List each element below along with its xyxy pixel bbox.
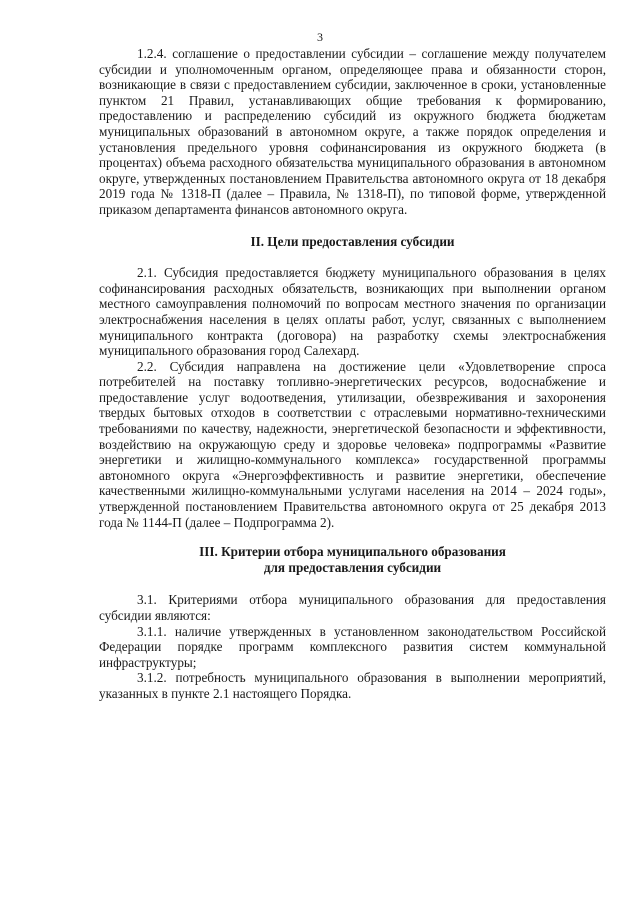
paragraph-3-1: 3.1. Критериями отбора муниципального образования для предоставления субсидии являются: (99, 592, 606, 623)
section-3-heading-line-1: III. Критерии отбора муниципального образования (199, 544, 506, 560)
section-3-heading-line-2: для предоставления субсидии (263, 559, 442, 575)
paragraph-2-1: 2.1. Субсидия предоставляется бюджету муниципального образования в целях софинансирования расходных обязательств, возникающих при выполнении органом местного самоуправления полномочий по вопросам местного значения по организации электроснабжения населения в целях оплаты работ, услуг, связанных с выполнением муниципального контракта (договора) на разработку схемы электроснабжения муниципального образования город Салехард. (99, 265, 606, 359)
section-2-heading: II. Цели предоставления субсидии (250, 233, 455, 249)
document-body (99, 46, 606, 702)
paragraph-3-1-2: 3.1.2. потребность муниципального образования в выполнении мероприятий, указанных в пункте 2.1 настоящего Порядка. (99, 670, 606, 701)
section-3-heading (99, 544, 606, 575)
page-number: 3 (317, 30, 323, 44)
paragraph-3-1-1: 3.1.1. наличие утвержденных в установленном законодательством Российской Федерации порядке программ комплексного развития систем коммунальной инфраструктуры; (99, 623, 606, 670)
paragraph-1-2-4: 1.2.4. соглашение о предоставлении субсидии – соглашение между получателем субсидии и уполномоченным органом, определяющее права и обязанности сторон, возникающие в связи с предоставлением субсидии, заключенное в сроки, установленные пунктом 21 Правил, устанавливающих общие требования к формированию, предоставлению и распределению субсидий из окружного бюджета бюджетам муниципальных образований в автономном округе, а также порядок определения и установления предельного уровня софинансирования из окружного бюджета (в процентах) объема расходного обязательства муниципального образования в автономном округе, утвержденных постановлением Правительства автономного округа от 18 декабря 2019 года № 1318-П (далее – Правила, № 1318-П), по типовой форме, утвержденной приказом департамента финансов автономного округа. (99, 46, 606, 217)
paragraph-2-2: 2.2. Субсидия направлена на достижение цели «Удовлетворение спроса потребителей на поставку топливно-энергетических ресурсов, водоснабжение и предоставление услуг водоотведения, утилизации, обезвреживания и захоронения твердых бытовых отходов в соответствии с отраслевыми нормативно-техническими требованиями по качеству, надежности, энергетической безопасности и эффективности, воздействию на окружающую среду и здоровье человека» подпрограммы «Развитие энергетики и жилищно-коммунального комплекса» государственной программы автономного округа «Энергоэффективность и развитие энергетики, обеспечение качественными жилищно-коммунальными услугами населения на 2014 – 2024 годы», утвержденной постановлением Правительства автономного округа от 25 декабря 2013 года № 1144-П (далее – Подпрограмма 2). (99, 358, 606, 530)
